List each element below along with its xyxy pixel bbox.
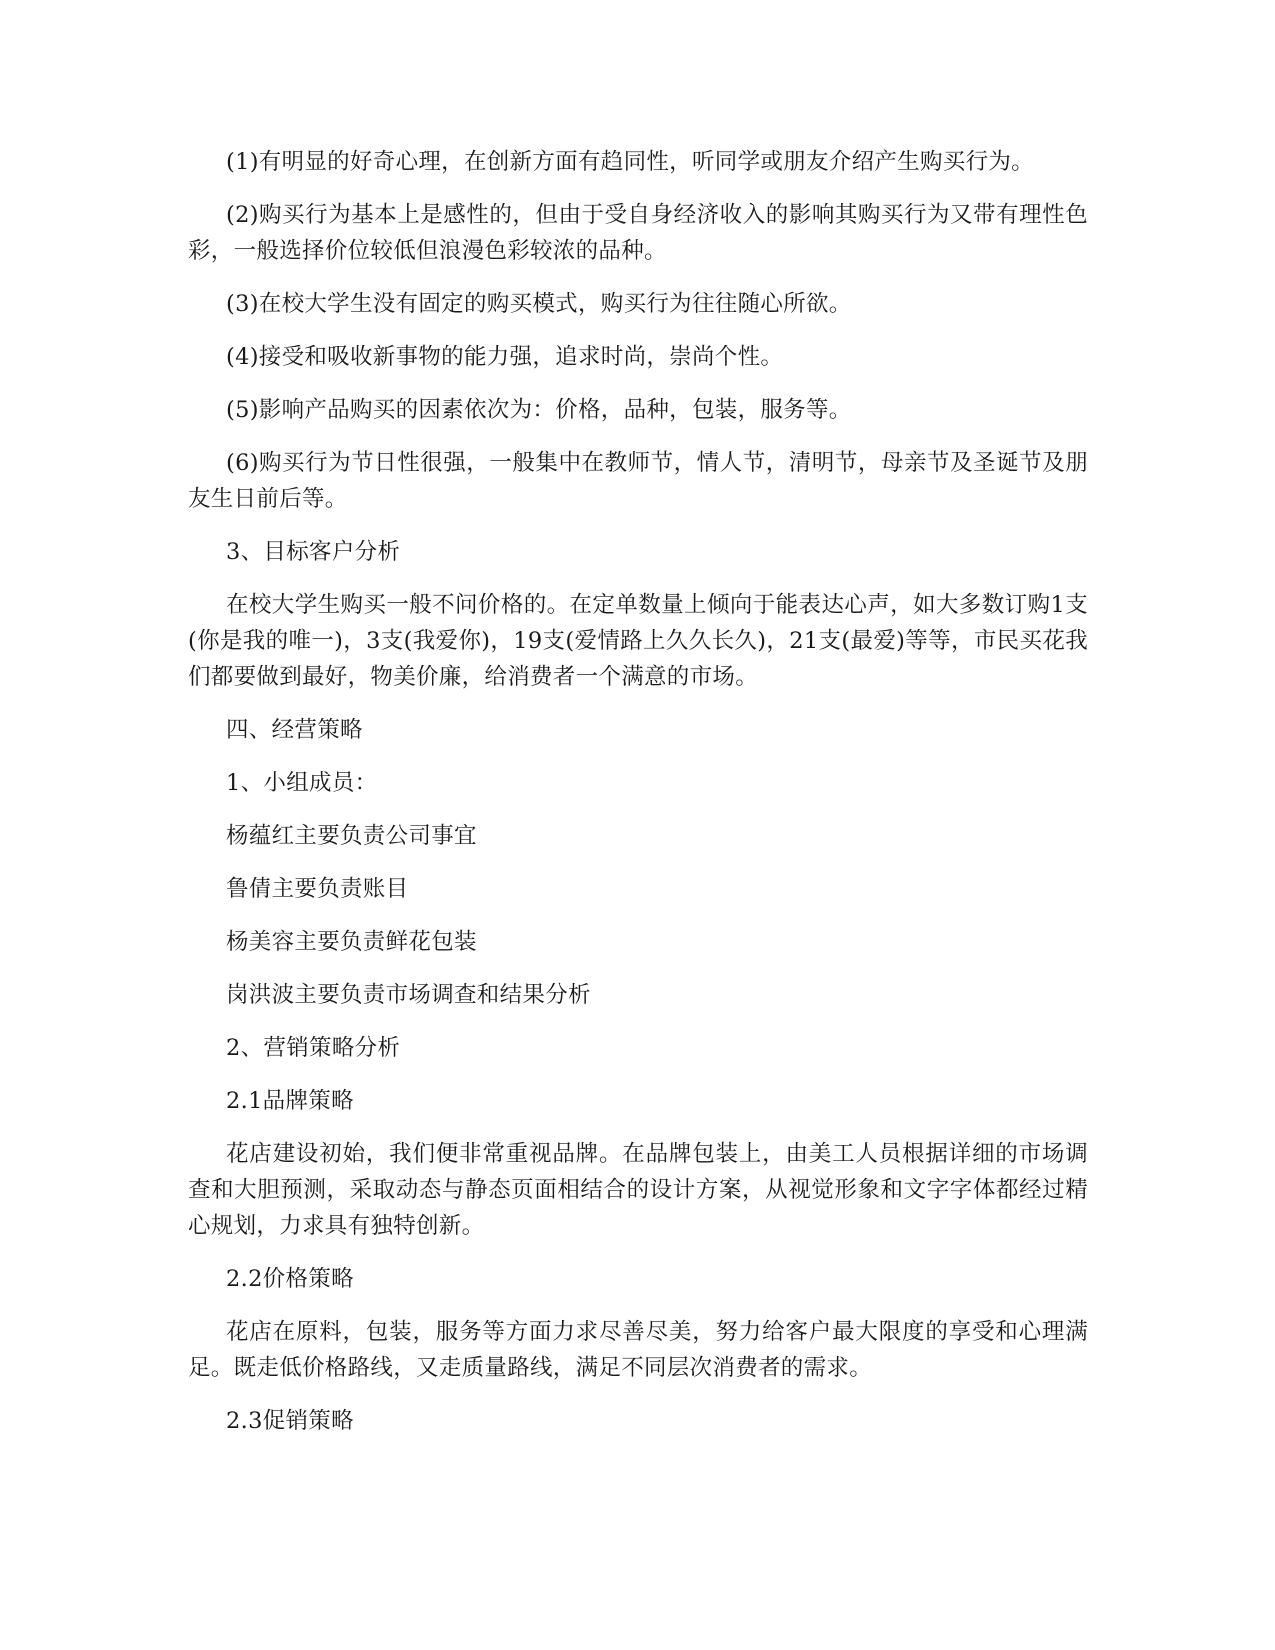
paragraph-behavior-5: (5)影响产品购买的因素依次为：价格，品种，包装，服务等。 bbox=[226, 397, 852, 423]
paragraph-behavior-6: (6)购买行为节日性很强，一般集中在教师节，情人节，清明节，母亲节及圣诞节及朋友生日前后等。 bbox=[188, 450, 1088, 512]
paragraph-behavior-3: (3)在校大学生没有固定的购买模式，购买行为往往随心所欲。 bbox=[226, 291, 852, 317]
heading-target-customer: 3、目标客户分析 bbox=[226, 539, 401, 565]
paragraph-behavior-1: (1)有明显的好奇心理，在创新方面有趋同性，听同学或朋友介绍产生购买行为。 bbox=[226, 149, 1034, 175]
paragraph-target-customer: 在校大学生购买一般不问价格的。在定单数量上倾向于能表达心声，如大多数订购1支(你是我的唯一)，3支(我爱你)，19支(爱情路上久久长久)，21支(最爱)等等，市民买花我们都要做到最好，物美价廉，给消费者一个满意的市场。 bbox=[188, 592, 1088, 690]
team-member-1: 杨蕴红主要负责公司事宜 bbox=[226, 823, 477, 849]
heading-brand-strategy: 2.1品牌策略 bbox=[226, 1088, 354, 1114]
paragraph-behavior-2: (2)购买行为基本上是感性的，但由于受自身经济收入的影响其购买行为又带有理性色彩，一般选择价位较低但浪漫色彩较浓的品种。 bbox=[188, 202, 1088, 264]
paragraph-brand-strategy: 花店建设初始，我们便非常重视品牌。在品牌包装上，由美工人员根据详细的市场调查和大胆预测，采取动态与静态页面相结合的设计方案，从视觉形象和文字字体都经过精心规划，力求具有独特创新。 bbox=[188, 1141, 1088, 1239]
team-member-3: 杨美容主要负责鲜花包装 bbox=[226, 929, 477, 955]
heading-team-members: 1、小组成员： bbox=[226, 770, 378, 796]
team-member-2: 鲁倩主要负责账目 bbox=[226, 876, 409, 902]
heading-business-strategy: 四、经营策略 bbox=[226, 717, 363, 743]
heading-price-strategy: 2.2价格策略 bbox=[226, 1266, 354, 1292]
paragraph-price-strategy: 花店在原料，包装，服务等方面力求尽善尽美，努力给客户最大限度的享受和心理满足。既走低价格路线，又走质量路线，满足不同层次消费者的需求。 bbox=[188, 1319, 1088, 1381]
heading-marketing-analysis: 2、营销策略分析 bbox=[226, 1035, 401, 1061]
heading-promotion-strategy: 2.3促销策略 bbox=[226, 1408, 354, 1434]
paragraph-behavior-4: (4)接受和吸收新事物的能力强，追求时尚，崇尚个性。 bbox=[226, 344, 784, 370]
team-member-4: 岗洪波主要负责市场调查和结果分析 bbox=[226, 982, 591, 1008]
document-body bbox=[188, 144, 1088, 1456]
